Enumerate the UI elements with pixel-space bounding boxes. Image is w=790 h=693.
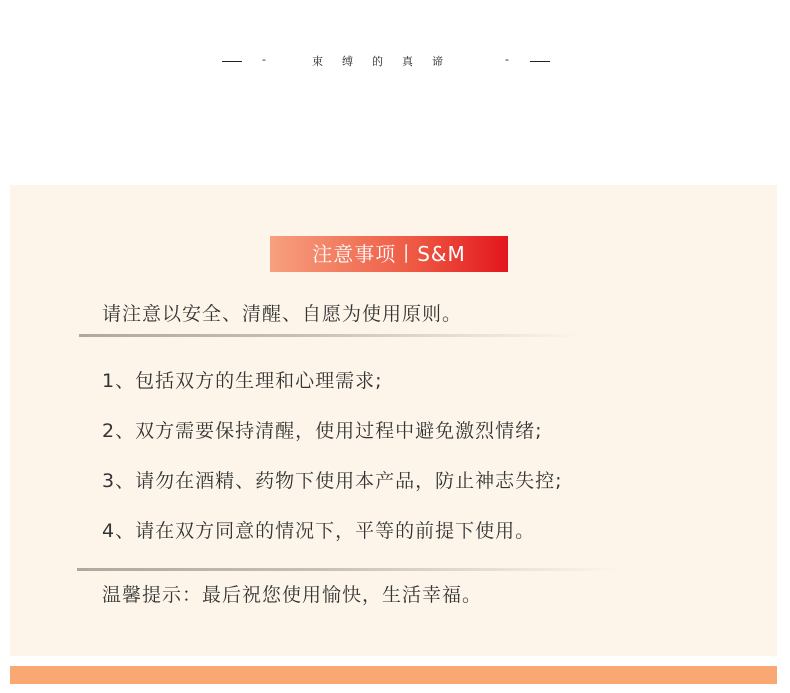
tip-text: 温馨提示：最后祝您使用愉快，生活幸福。	[102, 584, 483, 606]
divider-top	[79, 334, 579, 337]
bottom-bar	[10, 666, 777, 684]
heading-dash-left: -	[262, 53, 266, 66]
page-header	[0, 0, 790, 165]
intro-text: 请注意以安全、清醒、自愿为使用原则。	[102, 303, 463, 325]
notice-item-2: 2、双方需要保持清醒，使用过程中避免激烈情绪;	[102, 420, 543, 442]
notice-panel	[10, 185, 777, 656]
section-heading	[0, 52, 790, 70]
divider-bottom	[77, 568, 617, 571]
notice-item-3: 3、请勿在酒精、药物下使用本产品，防止神志失控;	[102, 470, 563, 492]
heading-line-left	[222, 61, 242, 62]
notice-item-4: 4、请在双方同意的情况下，平等的前提下使用。	[102, 520, 536, 542]
heading-dash-right: -	[505, 53, 509, 66]
heading-line-right	[530, 61, 550, 62]
notice-item-1: 1、包括双方的生理和心理需求;	[102, 370, 383, 392]
notice-badge: 注意事项丨S&M	[270, 236, 508, 272]
heading-title: 束缚的真谛	[312, 55, 462, 68]
